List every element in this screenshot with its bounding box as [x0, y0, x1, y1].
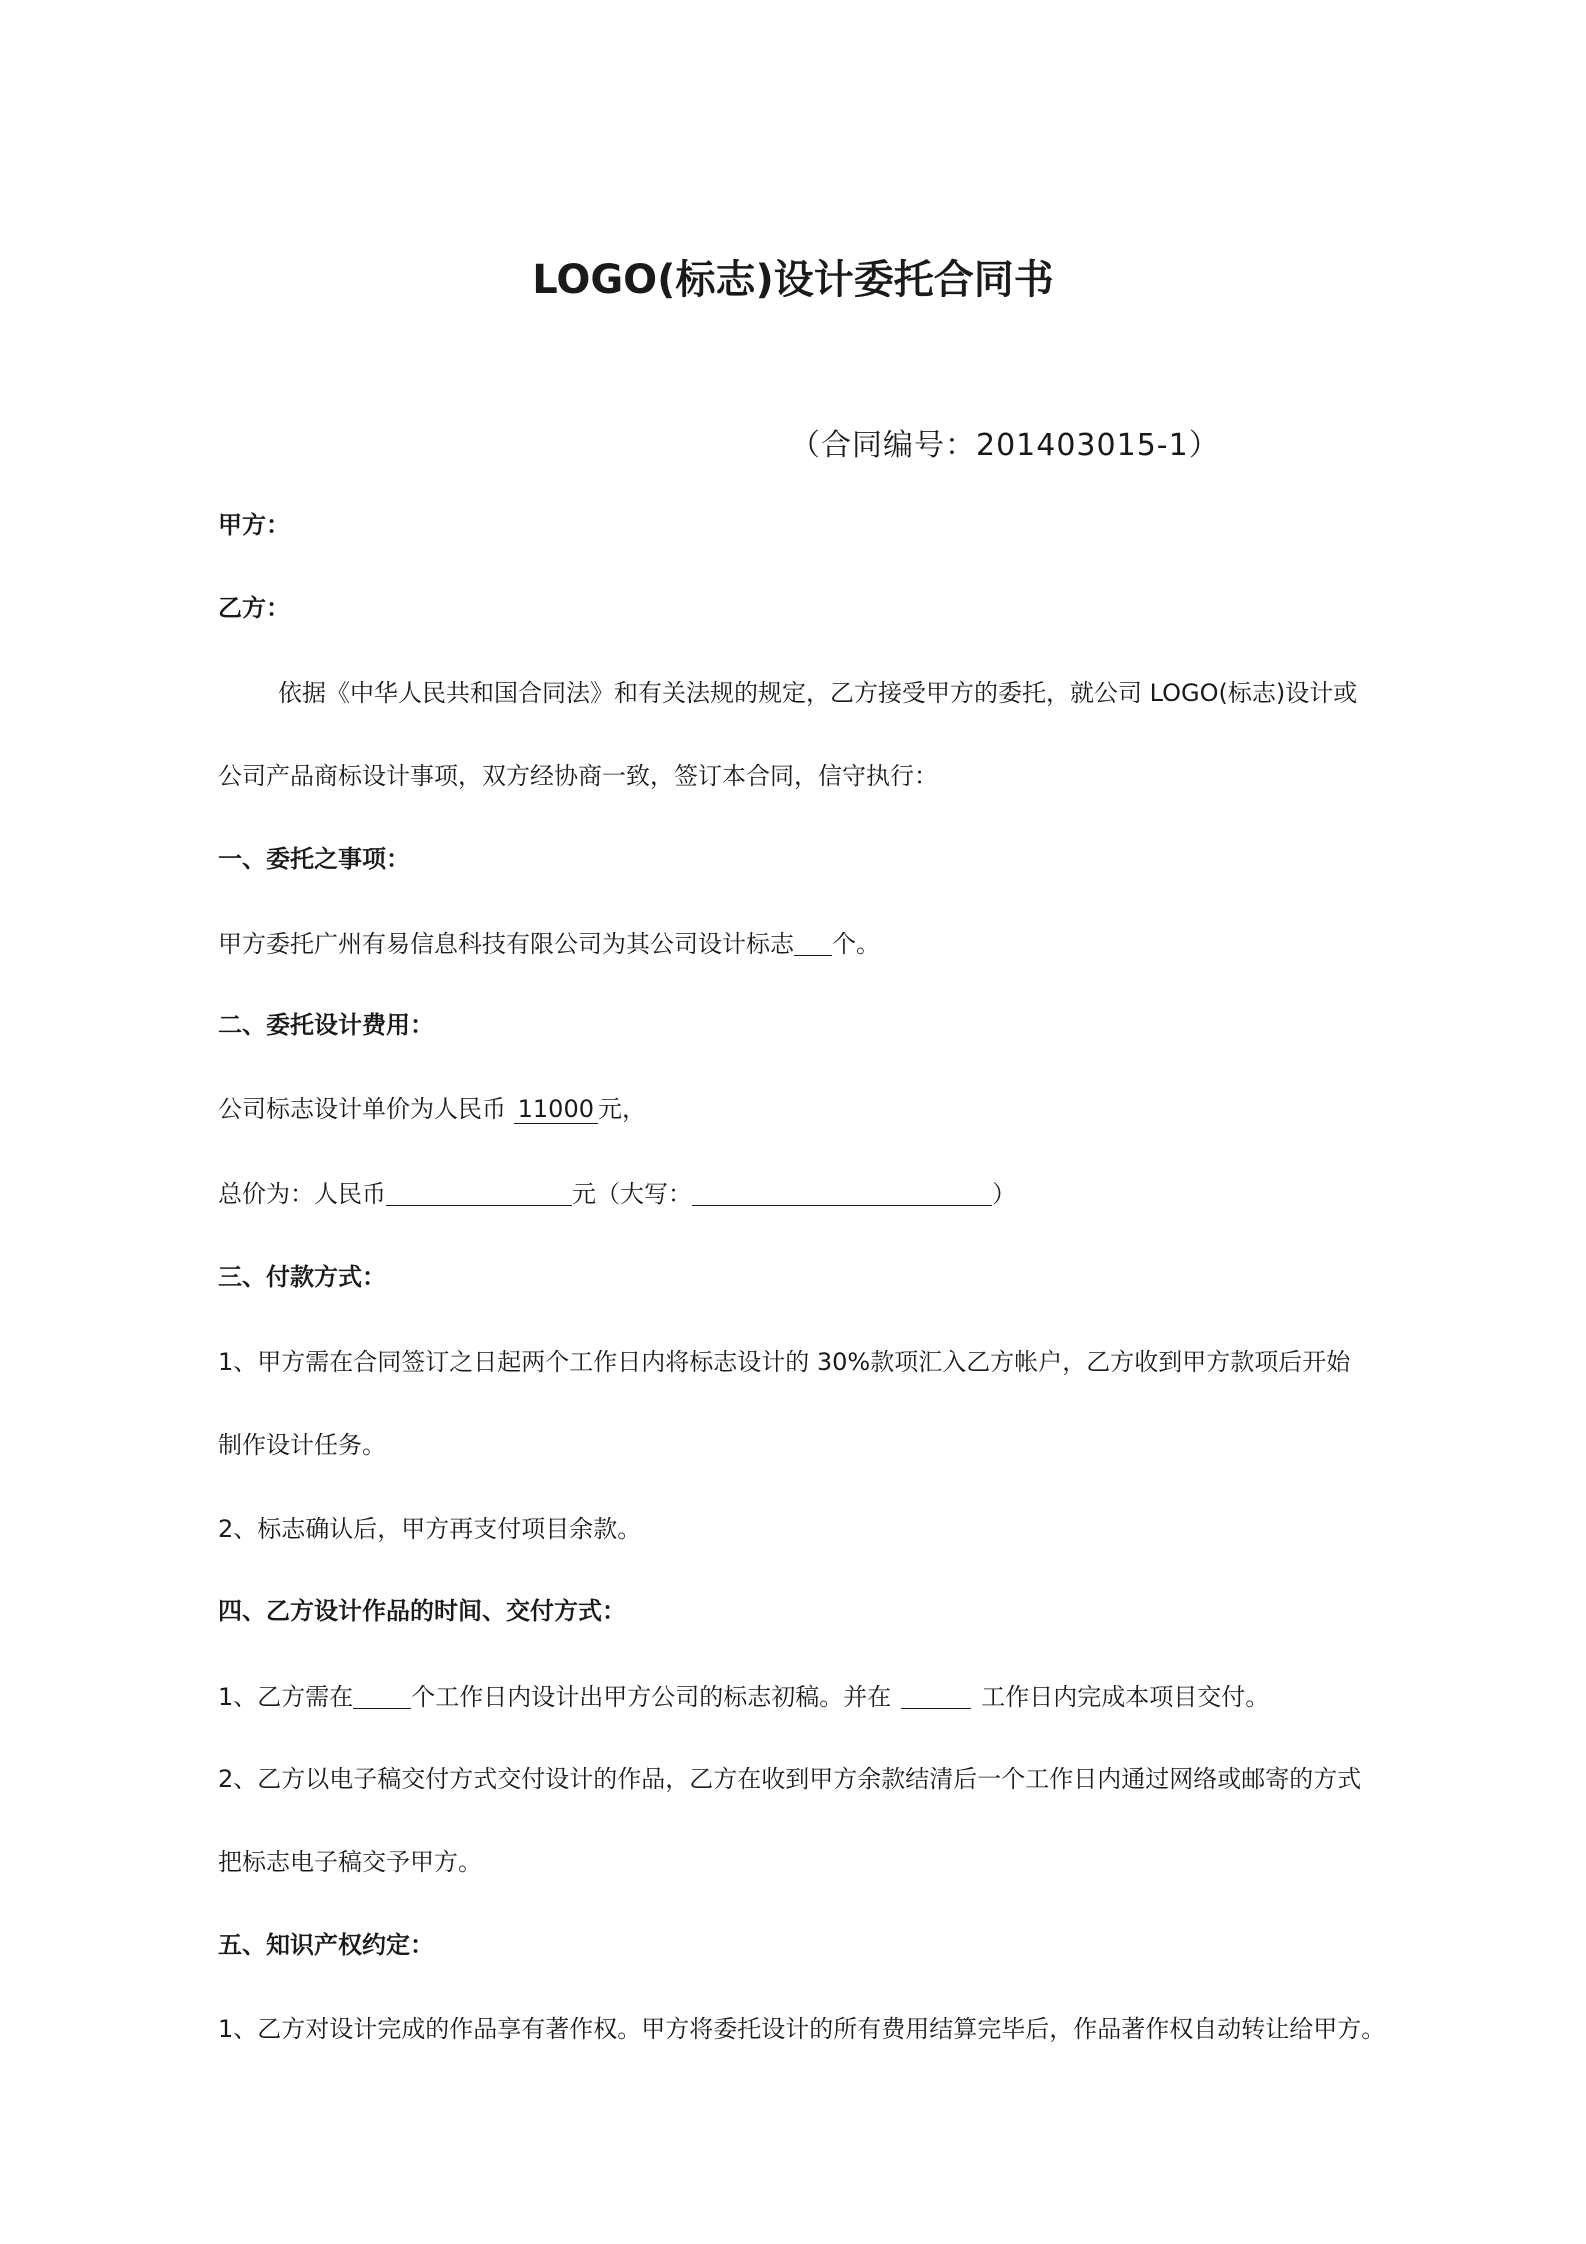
section-4-p1-part-1: 1、乙方需在 — [218, 1683, 354, 1711]
document-title: LOGO(标志)设计委托合同书 — [532, 257, 1054, 303]
section-4-p2-line-2: 把标志电子稿交予甲方。 — [218, 1848, 482, 1876]
section-5-heading: 五、知识产权约定： — [218, 1931, 434, 1959]
party-b-label: 乙方： — [218, 594, 290, 622]
intro-paragraph-line-1: 依据《中华人民共和国合同法》和有关法规的规定，乙方接受甲方的委托，就公司 LOGO(标志)设计或 — [278, 679, 1358, 707]
total-price-line — [218, 1175, 1016, 1211]
section-3-heading: 三、付款方式： — [218, 1263, 386, 1291]
total-price-words-blank[interactable] — [692, 1179, 992, 1206]
section-3-p1-line-1: 1、甲方需在合同签订之日起两个工作日内将标志设计的 30%款项汇入乙方帐户，乙方收到甲方款项后开始 — [218, 1348, 1351, 1376]
section-4-p1-part-2: 个工作日内设计出甲方公司的标志初稿。并在 — [411, 1683, 892, 1711]
total-price-mid: 元（大写： — [572, 1180, 692, 1208]
unit-price-suffix: 元， — [598, 1095, 646, 1123]
section-4-heading: 四、乙方设计作品的时间、交付方式： — [218, 1597, 626, 1625]
section-4-p1 — [218, 1678, 1269, 1714]
logo-count-blank[interactable] — [794, 929, 832, 956]
section-4-p2-line-1: 2、乙方以电子稿交付方式交付设计的作品，乙方在收到甲方余款结清后一个工作日内通过网络或邮寄的方式 — [218, 1765, 1362, 1793]
party-a-label: 甲方： — [218, 511, 290, 539]
section-4-p1-part-3: 工作日内完成本项目交付。 — [981, 1683, 1270, 1711]
unit-price-value: 11000 — [514, 1095, 598, 1124]
section-1-text — [218, 925, 880, 961]
section-1-text-before: 甲方委托广州有易信息科技有限公司为其公司设计标志 — [218, 930, 794, 958]
draft-days-blank[interactable] — [353, 1682, 411, 1709]
total-price-label: 总价为：人民币 — [218, 1180, 386, 1208]
section-2-heading: 二、委托设计费用： — [218, 1011, 434, 1039]
total-price-end: ） — [992, 1180, 1016, 1208]
total-price-blank[interactable] — [386, 1179, 572, 1206]
section-1-heading: 一、委托之事项： — [218, 845, 410, 873]
contract-number: （合同编号：201403015-1） — [790, 428, 1220, 463]
unit-price-line — [218, 1092, 646, 1126]
unit-price-label: 公司标志设计单价为人民币 — [218, 1095, 514, 1123]
section-1-text-after: 个。 — [832, 930, 880, 958]
section-5-p1: 1、乙方对设计完成的作品享有著作权。甲方将委托设计的所有费用结算完毕后，作品著作权自动转让给甲方。 — [218, 2015, 1386, 2043]
section-3-p2: 2、标志确认后，甲方再支付项目余款。 — [218, 1515, 642, 1543]
intro-paragraph-line-2: 公司产品商标设计事项，双方经协商一致，签订本合同，信守执行： — [218, 762, 938, 790]
delivery-days-blank[interactable] — [901, 1682, 971, 1709]
section-3-p1-line-2: 制作设计任务。 — [218, 1431, 386, 1459]
